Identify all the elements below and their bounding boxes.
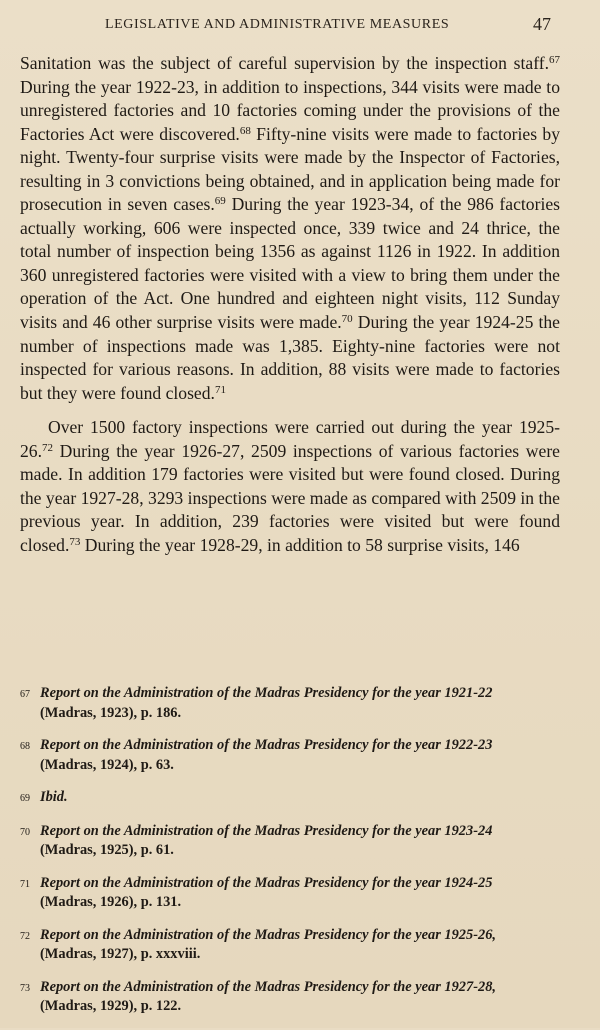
- footnote-publication: (Madras, 1926), p. 131.: [40, 894, 182, 910]
- footnote-title: Report on the Administration of the Madras Presidency for the year 1922-23: [40, 737, 493, 753]
- footnote-number: 71: [20, 878, 30, 890]
- footnote-ref: 67: [549, 54, 560, 66]
- footnote-text: [40, 926, 565, 965]
- footnote-ref: 72: [42, 441, 53, 454]
- footnote-text: [40, 736, 565, 775]
- sentence: Sanitation was the subject of careful supervision by the inspection staff.: [20, 53, 549, 73]
- sentence: Over 1500 factory inspections were carried out during the year 1925-26.: [20, 417, 560, 461]
- footnote-ref: 69: [214, 195, 226, 208]
- footnote-publication: (Madras, 1924), p. 63.: [40, 756, 174, 773]
- footnote: [20, 978, 565, 1017]
- footnote-text: [40, 684, 565, 723]
- footnote-publication: (Madras, 1929), p. 122.: [40, 998, 182, 1014]
- footnote-text: [40, 822, 565, 861]
- footnote-number: 69: [20, 793, 30, 804]
- footnote-text: [40, 788, 565, 808]
- footnote: [20, 788, 565, 809]
- footnote-title: Report on the Administration of the Madras Presidency for the year 1924-25: [40, 874, 493, 891]
- page-number: 47: [533, 14, 551, 34]
- footnote-publication: (Madras, 1925), p. 61.: [40, 842, 174, 858]
- sentence: During the year 1923-34, of the 986 factories actually working, 606 were inspected once, 339 twice and 24 thrice, the total number of inspection being 1356 as against 1126 in 1922. In addition 360 unregistered factories were visited with a view to bring them under the operation of the Act. One hundred and eighteen night visits, 112 Sunday visits and 46 other surprise visits were made.: [20, 194, 560, 333]
- footnote-ref: 73: [69, 535, 81, 548]
- footnote-number: 67: [20, 689, 30, 700]
- footnote: [20, 926, 565, 965]
- footnote-number: 68: [20, 741, 30, 752]
- page-header: [0, 14, 600, 38]
- footnote-ref: 71: [214, 383, 226, 396]
- running-head: LEGISLATIVE AND ADMINISTRATIVE MEASURES: [105, 17, 450, 32]
- footnote: [20, 822, 565, 861]
- footnote: [20, 684, 565, 723]
- sentence: During the year 1922-23, in addition to inspections, 344 visits were made to unregistered factories and 10 factories coming under the provisions of the Factories Act were discovered.: [20, 76, 560, 144]
- sentence: During the year 1928-29, in addition to 58 surprise visits, 146: [80, 534, 520, 555]
- footnote: [20, 736, 565, 775]
- footnote-publication: (Madras, 1923), p. 186.: [40, 704, 182, 721]
- footnotes: [20, 684, 565, 1030]
- footnote-ibid: Ibid.: [40, 789, 68, 805]
- footnote-title: Report on the Administration of the Madras Presidency for the year 1921-22: [40, 685, 493, 701]
- footnote-title: Report on the Administration of the Madras Presidency for the year 1923-24: [40, 822, 493, 839]
- footnote-number: 72: [20, 930, 30, 942]
- paragraph: [20, 416, 560, 557]
- footnote-number: 70: [20, 826, 30, 838]
- main-text: [20, 52, 560, 557]
- footnote-ref: 68: [239, 124, 251, 137]
- footnote-number: 73: [20, 982, 30, 994]
- sentence: During the year 1926-27, 2509 inspections of various factories were made. In addition 179 factories were visited but were found closed. During the year 1927-28, 3293 inspections were made as compared with 2509 in the previous year. In addition, 239 factories were visited but were found closed.: [20, 440, 560, 555]
- footnote-publication: (Madras, 1927), p. xxxviii.: [40, 946, 201, 962]
- footnote-ref: 70: [341, 313, 353, 326]
- footnote-text: [40, 874, 565, 913]
- paragraph: [20, 52, 560, 405]
- footnote-title: Report on the Administration of the Madras Presidency for the year 1927-28,: [40, 978, 496, 995]
- footnote: [20, 874, 565, 913]
- sentence: Fifty-nine visits were made to factories by night. Twenty-four surprise visits were made by the Inspector of Factories, resulting in 3 convictions being obtained, and in application being made for prosecution in seven cases.: [20, 123, 561, 215]
- footnote-title: Report on the Administration of the Madras Presidency for the year 1925-26,: [40, 926, 496, 943]
- sentence: During the year 1924-25 the number of inspections made was 1,385. Eighty-nine factories were not inspected for various reasons. In addition, 88 visits were made to factories but they were found closed.: [20, 312, 560, 403]
- footnote-text: [40, 978, 565, 1017]
